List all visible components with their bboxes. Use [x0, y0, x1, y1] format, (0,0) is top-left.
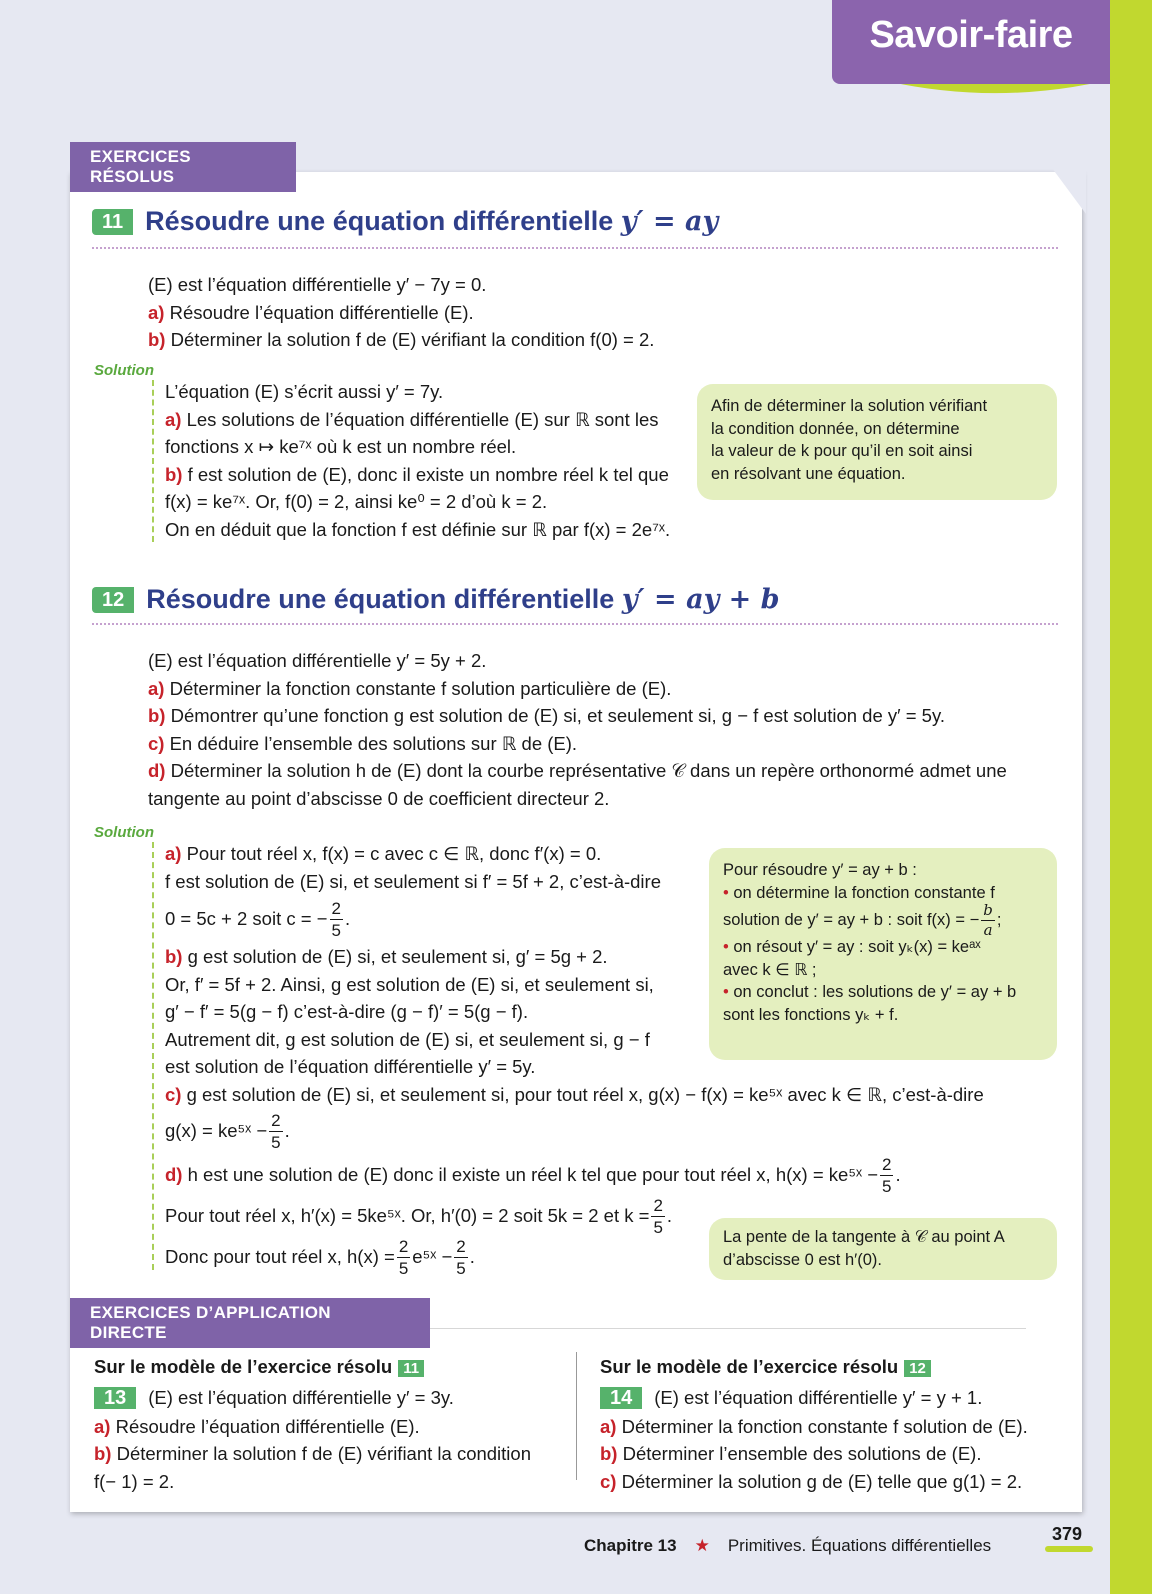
application-right-column: Sur le modèle de l’exercice résolu 12 14 (E) est l’équation différentielle y′ = y + 1. a) Déterminer la fonction constante f solution de (E). b) Déterminer l’ensemble des solutions de (E). c) Déterminer la solution g de (E) telle que g(1) = 2. — [600, 1356, 1028, 1492]
exercise-12-header — [92, 584, 780, 615]
section-tab-title: Savoir-faire — [869, 14, 1073, 56]
fraction: $\frac{2}{5}$ — [653, 1195, 663, 1237]
title-divider — [92, 247, 1058, 249]
exercise-12-method-box: Pour résoudre y′ = ay + b : • on détermine la fonction constante f solution de y′ = ay + b : soit f(x) = − $\frac{b}{a}$ ; • on résout y′ = ay : soit yₖ(x) = keᵃˣ avec k ∈ ℝ ; • on conclut : les solutions de y′ = ay + b sont les fonctions yₖ + f. — [709, 848, 1057, 1060]
fraction: $\frac{2}{5}$ — [882, 1154, 892, 1196]
page-number: 379 — [1052, 1524, 1083, 1544]
exercise-number-badge: 11 — [92, 209, 133, 235]
fraction: $\frac{2}{5}$ — [331, 898, 341, 940]
column-divider — [576, 1352, 577, 1480]
solution-tag: Solution — [94, 824, 154, 841]
footer-chapter: Chapitre 13 — [584, 1536, 677, 1555]
fraction: $\frac{b}{a}$ — [983, 900, 993, 939]
title-divider — [92, 623, 1058, 625]
label-underline — [430, 1328, 1026, 1329]
exercise-11-tip-box: Afin de déterminer la solution vérifiant la condition donnée, on détermine la valeur de k pour qu’il en soit ainsi en résolvant une équation. — [697, 384, 1057, 500]
exercise-12-tangent-tip-box: La pente de la tangente à 𝒞 au point A d’abscisse 0 est h′(0). — [709, 1218, 1057, 1280]
exercise-number-badge: 13 — [94, 1387, 136, 1409]
solution-bracket — [152, 380, 154, 542]
exercise-number-badge: 14 — [600, 1387, 642, 1409]
exercise-12-statement: (E) est l’équation différentielle y′ = 5y + 2. a) Déterminer la fonction constante f solution particulière de (E). b) Démontrer qu’une fonction g est solution de (E) si, et seulement si, g − f est solution de y′ = 5y. c) En déduire l’ensemble des solutions sur ℝ de (E). d) Déterminer la solution h de (E) dont la courbe représentative 𝒞 dans un repère orthonormé admet une tangente au point d’abscisse 0 de coefficient directeur 2. — [148, 650, 1007, 809]
solved-exercises-label: EXERCICES RÉSOLUS — [70, 142, 296, 192]
fraction: $\frac{2}{5}$ — [271, 1110, 281, 1152]
side-color-bar — [1110, 0, 1152, 1594]
application-left-column: Sur le modèle de l’exercice résolu 11 13 (E) est l’équation différentielle y′ = 3y. a) Résoudre l’équation différentielle (E). b) Déterminer la solution f de (E) vérifiant la condition f(− 1) = 2. — [94, 1356, 531, 1492]
exercise-11-header — [92, 206, 718, 237]
exercise-number-badge: 12 — [92, 587, 134, 613]
page-footer — [584, 1536, 991, 1556]
card-corner-fold — [1052, 168, 1086, 218]
exercise-title: Résoudre une équation différentielle y′ = ay — [145, 206, 719, 237]
exercise-title: Résoudre une équation différentielle y′ = ay + b — [146, 584, 780, 615]
exercise-12-solution: a) Pour tout réel x, f(x) = c avec c ∈ ℝ, donc f′(x) = 0. f est solution de (E) si, et seulement si f′ = 5f + 2, c’est-à-dire 0 = 5c + 2 soit c = − $\frac{2}{5}$ . b) g est solution de (E) si, et seulement si, g′ = 5g + 2. Or, f′ = 5f + 2. Ainsi, g est solution de (E) si, et seulement si, g′ − f′ = 5(g − f) c’est-à-dire (g − f)′ = 5(g − f). Autrement dit, g est solution de (E) si, et seulement si, g − f est solution de l’équation différentielle y′ = 5y. c) g est solution de (E) si, et seulement si, pour tout réel x, g(x) − f(x) = ke⁵ˣ avec k ∈ ℝ, c’est-à-dire g(x) = ke⁵ˣ − $\frac{2}{5}$ . d) h est une solution de (E) donc il existe un réel k tel que pour tout réel x, h(x) = ke⁵ˣ − $\frac{2}{5}$ . Pour tout réel x, h′(x) = 5ke⁵ˣ. Or, h′(0) = 2 soit 5k = 2 et k = $\frac{2}{5}$ . Donc pour tout réel x, h(x) = $\frac{2}{5}$ e⁵ˣ − $\frac{2}{5}$ . — [165, 843, 984, 1278]
solution-tag: Solution — [94, 362, 154, 379]
reference-badge: 12 — [904, 1360, 931, 1377]
star-icon: ★ — [694, 1536, 710, 1555]
fraction: $\frac{2}{5}$ — [398, 1236, 409, 1278]
exercise-11-statement: (E) est l’équation différentielle y′ − 7y = 0. a) Résoudre l’équation différentielle (E). b) Déterminer la solution f de (E) vérifiant la condition f(0) = 2. — [148, 274, 655, 350]
page-number-underline — [1045, 1546, 1093, 1552]
fraction: $\frac{2}{5}$ — [456, 1236, 466, 1278]
solution-bracket — [152, 842, 154, 1270]
exercise-11-solution: L’équation (E) s’écrit aussi y′ = 7y. a) Les solutions de l’équation différentielle (E) sur ℝ sont les fonctions x ↦ ke⁷ˣ où k est un nombre réel. b) f est solution de (E), donc il existe un nombre réel k tel que f(x) = ke⁷ˣ. Or, f(0) = 2, ainsi ke⁰ = 2 d’où k = 2. On en déduit que la fonction f est définie sur ℝ par f(x) = 2e⁷ˣ. — [165, 381, 671, 540]
footer-subtitle: Primitives. Équations différentielles — [727, 1536, 992, 1555]
reference-badge: 11 — [398, 1360, 424, 1377]
direct-exercises-label: EXERCICES D’APPLICATION DIRECTE — [70, 1298, 430, 1348]
